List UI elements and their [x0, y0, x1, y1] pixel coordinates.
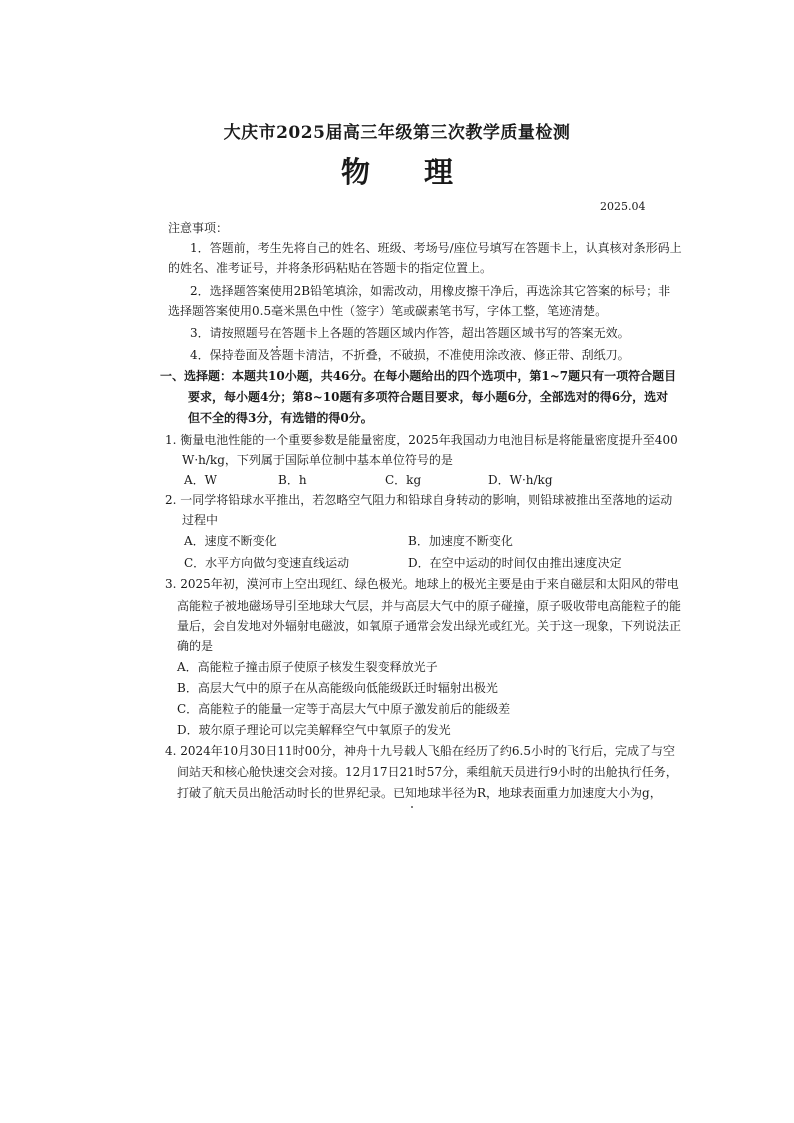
q2-option-d: D．在空中运动的时间仅由推出速度决定: [408, 556, 622, 570]
q1-stem-line-2: W·h/kg，下列属于国际单位制中基本单位符号的是: [182, 453, 453, 467]
section-heading-line-1: 一、选择题：本题共10小题，共46分。在每小题给出的四个选项中，第1~7题只有一项符合题目: [160, 369, 677, 383]
exam-title: 大庆市2025届高三年级第三次教学质量检测: [223, 123, 571, 143]
q4-stem-line-2: 间站天和核心舱快速交会对接。12月17日21时57分，乘组航天员进行9小时的出舱执行任务，: [177, 765, 678, 779]
q3-stem-line-2: 高能粒子被地磁场导引至地球大气层，并与高层大气中的原子碰撞，原子吸收带电高能粒子的能: [177, 599, 682, 613]
notice-heading: 注意事项：: [168, 221, 229, 235]
exam-date: 2025.04: [600, 200, 646, 213]
notice-item-2-line-1: 2．选择题答案使用2B铅笔填涂，如需改动，用橡皮擦干净后，再选涂其它答案的标号；非: [190, 284, 671, 298]
q1-option-c: C．kg: [385, 473, 422, 487]
notice-item-2-line-2: 选择题答案使用0.5毫米黑色中性（签字）笔或碳素笔书写，字体工整，笔迹清楚。: [168, 304, 608, 318]
section-heading-line-2: 要求，每小题4分；第8~10题有多项符合题目要求，每小题6分，全部选对的得6分，选对: [188, 390, 669, 404]
q3-option-b: B．高层大气中的原子在从高能级向低能级跃迁时辐射出极光: [177, 681, 498, 695]
notice-item-1-line-1: 1．答题前，考生先将自己的姓名、班级、考场号/座位号填写在答题卡上，认真核对条形码上: [190, 241, 682, 255]
q3-stem-line-3: 量后，会自发地对外辐射电磁波，如氧原子通常会发出绿光或红光。关于这一现象，下列说法正: [177, 619, 682, 633]
scan-speck: [276, 346, 278, 348]
q4-stem-line-3: 打破了航天员出舱活动时长的世界纪录。已知地球半径为R，地球表面重力加速度大小为g，: [177, 786, 662, 800]
q3-stem-line-1: 3. 2025年初，漠河市上空出现红、绿色极光。地球上的极光主要是由于来自磁层和太阳风的带电: [165, 577, 679, 591]
q1-option-a: A．W: [184, 473, 218, 487]
section-heading-line-3: 但不全的得3分，有选错的得0分。: [188, 411, 373, 425]
notice-item-3: 3．请按照题号在答题卡上各题的答题区域内作答，超出答题区域书写的答案无效。: [190, 326, 630, 340]
q2-option-c: C．水平方向做匀变速直线运动: [184, 556, 350, 570]
q2-stem-line-1: 2. 一同学将铅球水平推出，若忽略空气阻力和铅球自身转动的影响，则铅球被推出至落地的运动: [165, 493, 673, 507]
notice-item-4: 4．保持卷面及答题卡清洁，不折叠，不破损，不准使用涂改液、修正带、刮纸刀。: [190, 348, 630, 362]
q2-option-b: B．加速度不断变化: [408, 534, 513, 548]
q2-stem-line-2: 过程中: [182, 513, 219, 527]
q3-stem-line-4: 确的是: [177, 639, 214, 653]
q4-stem-line-1: 4. 2024年10月30日11时00分，神舟十九号载人飞船在经历了约6.5小时的飞行后，完成了与空: [165, 744, 675, 758]
notice-item-1-line-2: 的姓名、准考证号，并将条形码粘贴在答题卡的指定位置上。: [168, 261, 493, 275]
q3-option-c: C．高能粒子的能量一定等于高层大气中原子激发前后的能级差: [177, 702, 511, 716]
q3-option-d: D．玻尔原子理论可以完美解释空气中氧原子的发光: [177, 723, 451, 737]
q1-option-b: B．h: [278, 473, 307, 487]
q2-option-a: A．速度不断变化: [184, 534, 277, 548]
q1-option-d: D．W·h/kg: [488, 473, 553, 487]
scan-speck: [411, 806, 413, 808]
q1-stem-line-1: 1. 衡量电池性能的一个重要参数是能量密度，2025年我国动力电池目标是将能量密度提升至400: [165, 433, 678, 447]
q3-option-a: A．高能粒子撞击原子使原子核发生裂变释放光子: [177, 660, 438, 674]
subject-title: 物 理: [340, 155, 476, 189]
